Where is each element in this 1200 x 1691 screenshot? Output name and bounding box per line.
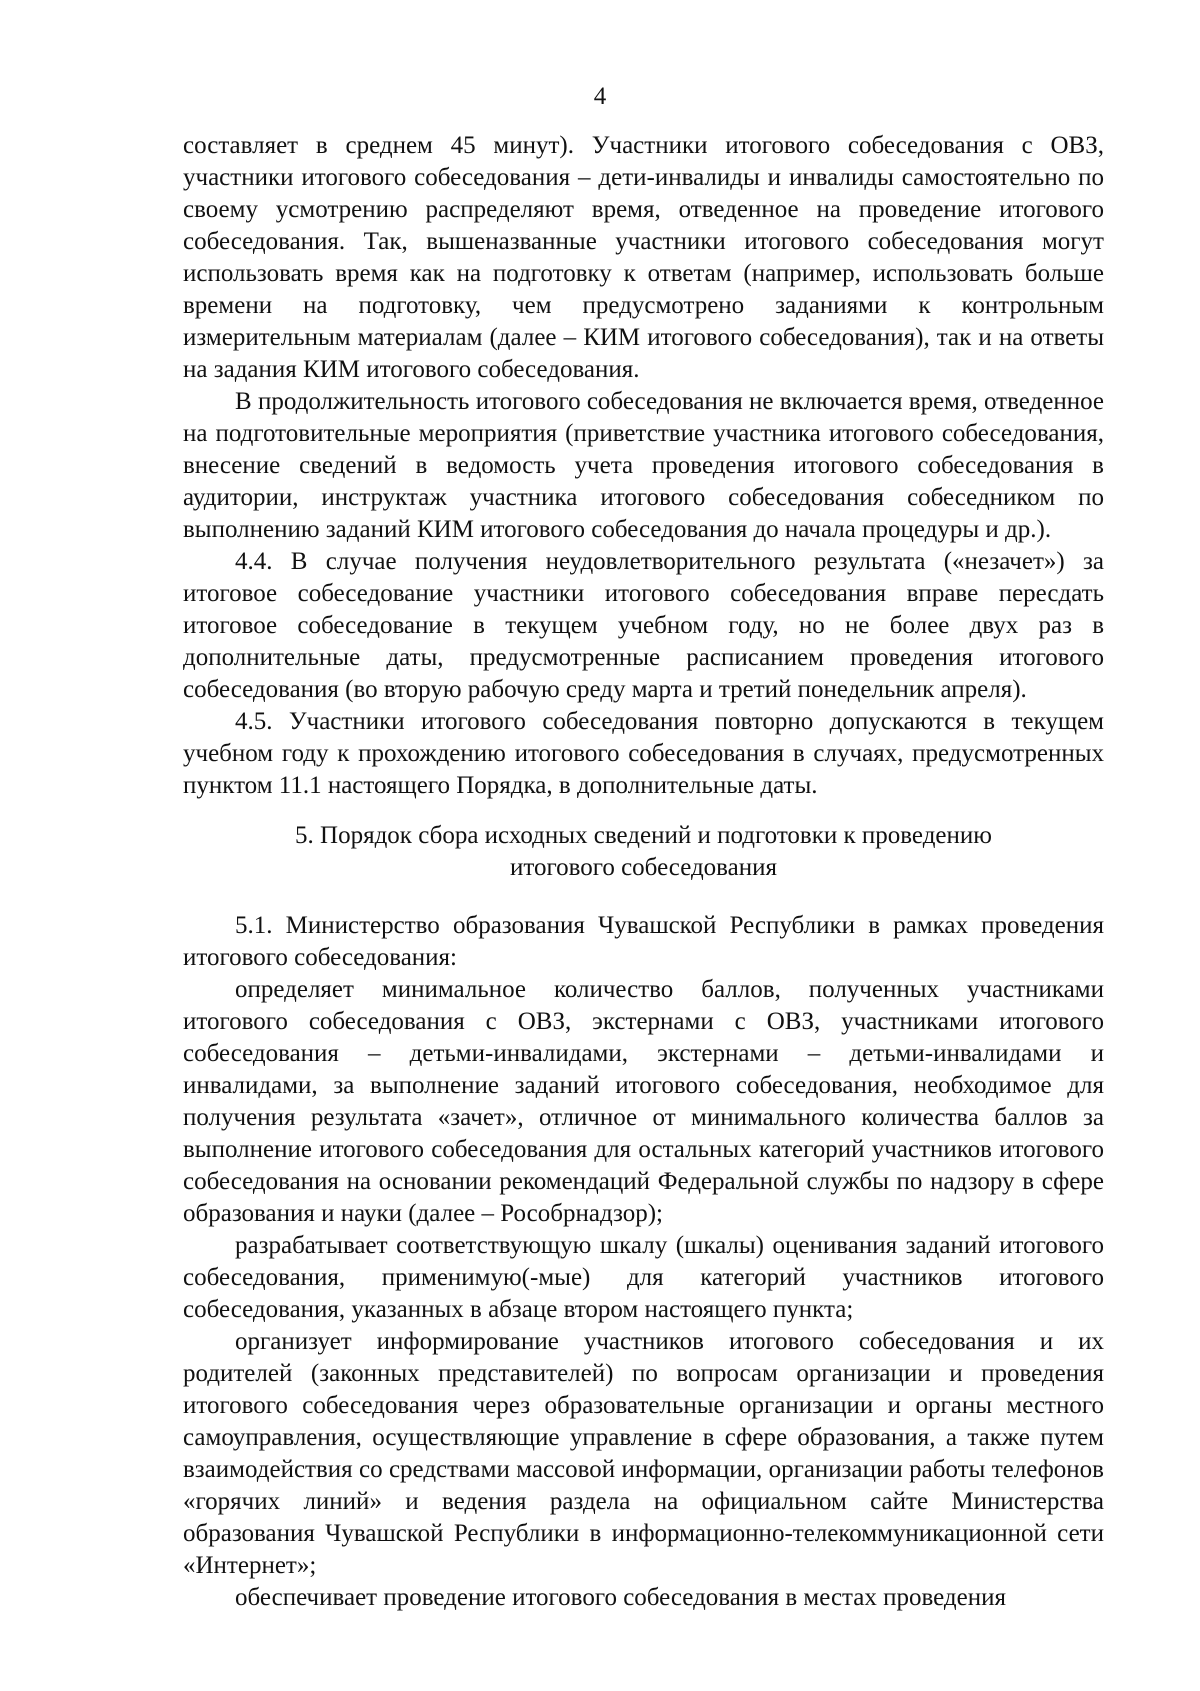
- section-heading-line: итогового собеседования: [509, 854, 778, 881]
- section-heading-line: 5. Порядок сбора исходных сведений и подготовки к проведению: [295, 822, 992, 849]
- body-text-top: [183, 130, 1104, 802]
- page-number: 4: [593, 83, 607, 110]
- paragraph-4-5: 4.5. Участники итогового собеседования повторно допускаются в текущем учебном году к прохождению итогового собеседования в случаях, предусмотренных пунктом 11.1 настоящего Порядка, в дополнительные даты.: [183, 708, 1104, 799]
- paragraph: разрабатывает соответствующую шкалу (шкалы) оценивания заданий итогового собеседования, применимую(-мые) для категорий участников итогового собеседования, указанных в абзаце втором настоящего пункта;: [183, 1232, 1104, 1323]
- paragraph: составляет в среднем 45 минут). Участники итогового собеседования с ОВЗ, участники итогового собеседования – дети-инвалиды и инвалиды самостоятельно по своему усмотрению распределяют время, отведенное на проведение итогового собеседования. Так, вышеназванные участники итогового собеседования могут использовать время как на подготовку к ответам (например, использовать больше времени на подготовку, чем предусмотрено заданиями к контрольным измерительным материалам (далее – КИМ итогового собеседования), так и на ответы на задания КИМ итогового собеседования.: [183, 132, 1104, 383]
- body-text-bottom: [183, 910, 1104, 1614]
- section-heading: [183, 820, 1104, 884]
- paragraph-5-1: 5.1. Министерство образования Чувашской Республики в рамках проведения итогового собеседования:: [183, 912, 1104, 971]
- paragraph: В продолжительность итогового собеседования не включается время, отведенное на подготовительные мероприятия (приветствие участника итогового собеседования, внесение сведений в ведомость учета проведения итогового собеседования в аудитории, инструктаж участника итогового собеседования собеседником по выполнению заданий КИМ итогового собеседования до начала процедуры и др.).: [183, 388, 1104, 543]
- paragraph: организует информирование участников итогового собеседования и их родителей (законных представителей) по вопросам организации и проведения итогового собеседования через образовательные организации и органы местного самоуправления, осуществляющие управление в сфере образования, а также путем взаимодействия со средствами массовой информации, организации работы телефонов «горячих линий» и ведения раздела на официальном сайте Министерства образования Чувашской Республики в информационно-телекоммуникационной сети «Интернет»;: [183, 1328, 1104, 1579]
- paragraph: определяет минимальное количество баллов, полученных участниками итогового собеседования с ОВЗ, экстернами с ОВЗ, участниками итогового собеседования – детьми-инвалидами, экстернами – детьми-инвалидами и инвалидами, за выполнение заданий итогового собеседования, необходимое для получения результата «зачет», отличное от минимального количества баллов за выполнение итогового собеседования для остальных категорий участников итогового собеседования на основании рекомендаций Федеральной службы по надзору в сфере образования и науки (далее – Рособрнадзор);: [183, 976, 1104, 1227]
- paragraph: обеспечивает проведение итогового собеседования в местах проведения: [235, 1584, 1007, 1611]
- paragraph-4-4: 4.4. В случае получения неудовлетворительного результата («незачет») за итоговое собеседование участники итогового собеседования вправе пересдать итоговое собеседование в текущем учебном году, но не более двух раз в дополнительные даты, предусмотренные расписанием проведения итогового собеседования (во вторую рабочую среду марта и третий понедельник апреля).: [183, 548, 1104, 703]
